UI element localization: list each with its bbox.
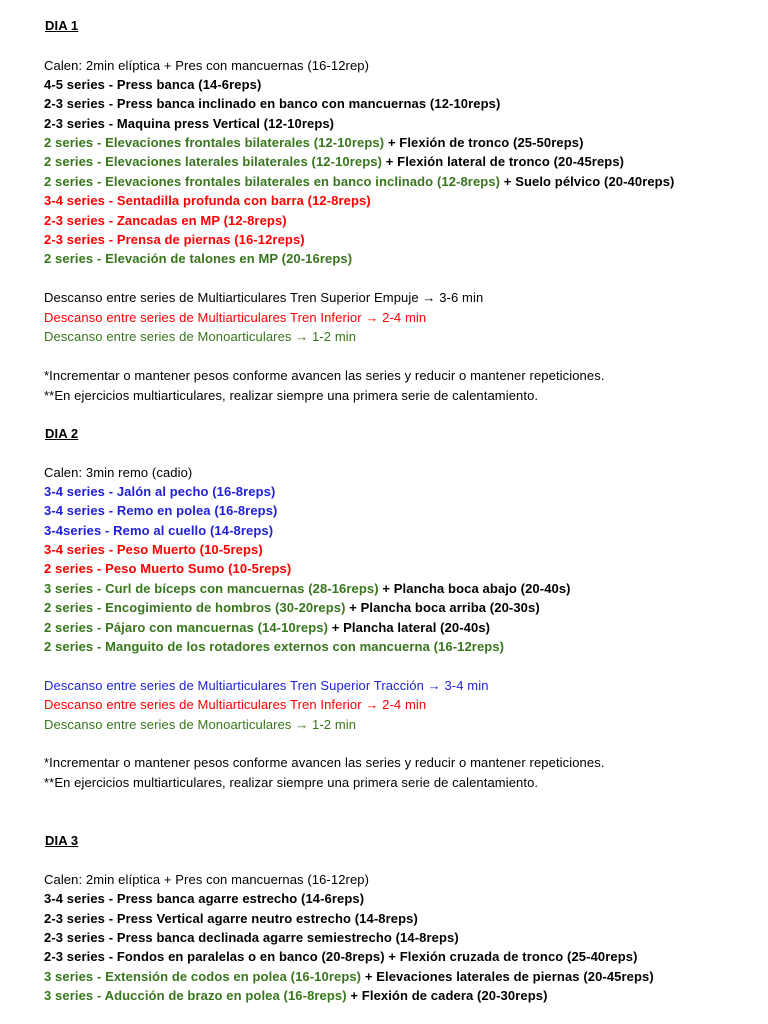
exercise-core-addon: + Suelo pélvico (20-40reps) [503,174,675,189]
day-2-exercise: 3-4 series - Jalón al pecho (16-8reps) [44,484,276,499]
day-2-rest-upper: Descanso entre series de Multiarticulares Tren Superior Tracción → 3-4 min [44,678,489,693]
day-1-warmup: Calen: 2min elíptica + Pres con mancuernas (16-12rep) [44,58,370,73]
day-2-exercise [44,579,571,598]
exercise-core-addon: + Flexión de cadera (20-30reps) [350,988,548,1003]
exercise-main: 2 series - Elevaciones laterales bilaterales (12-10reps) [44,154,383,169]
day-1-note: **En ejercicios multiarticulares, realizar siempre una primera serie de calentamiento. [44,388,539,403]
exercise-core-addon: + Flexión cruzada de tronco (25-40reps) [384,949,638,964]
day-2-exercise: 2 series - Manguito de los rotadores externos con mancuerna (16-12reps) [44,639,505,654]
exercise-main: 3 series - Curl de bíceps con mancuernas (28-16reps) [44,581,379,596]
exercise-main: 2 series - Elevaciones frontales bilaterales en banco inclinado (12-8reps) [44,174,504,189]
exercise-core-addon: + Plancha lateral (20-40s) [328,620,491,635]
day-2-rest-mono: Descanso entre series de Monoarticulares → 1-2 min [44,717,357,732]
exercise-core-addon: + Plancha boca abajo (20-40s) [378,581,571,596]
day-2-exercise: 2 series - Peso Muerto Sumo (10-5reps) [44,561,292,576]
day-1-rest-mono: Descanso entre series de Monoarticulares → 1-2 min [44,329,357,344]
exercise-main: 3 series - Extensión de codos en polea (16-10reps) [44,969,362,984]
day-2-exercise [44,598,540,617]
exercise-core-addon: + Elevaciones laterales de piernas (20-45reps) [361,969,654,984]
day-1-title: DIA 1 [45,18,79,33]
day-3-exercise [44,986,548,1005]
day-2-rest-lower: Descanso entre series de Multiarticulares Tren Inferior → 2-4 min [44,697,427,712]
exercise-core-addon: + Flexión lateral de tronco (20-45reps) [382,154,625,169]
day-1-exercise: 3-4 series - Sentadilla profunda con barra (12-8reps) [44,193,371,208]
day-1-exercise: 2-3 series - Maquina press Vertical (12-10reps) [44,116,335,131]
day-1-rest-upper: Descanso entre series de Multiarticulares Tren Superior Empuje → 3-6 min [44,290,484,305]
day-2-warmup: Calen: 3min remo (cadio) [44,465,193,480]
day-2-exercise: 3-4series - Remo al cuello (14-8reps) [44,523,274,538]
day-3-exercise: 3-4 series - Press banca agarre estrecho (14-6reps) [44,891,365,906]
day-1-exercise: 4-5 series - Press banca (14-6reps) [44,77,262,92]
exercise-main: 2 series - Pájaro con mancuernas (14-10reps) [44,620,329,635]
day-2-title: DIA 2 [45,426,79,441]
day-3-exercise [44,947,638,966]
day-3-title: DIA 3 [45,833,79,848]
day-1-exercise: 2-3 series - Prensa de piernas (16-12reps) [44,232,305,247]
day-3-exercise [44,967,654,986]
exercise-main: 3 series - Aducción de brazo en polea (16-8reps) [44,988,351,1003]
day-1-exercise: 2-3 series - Zancadas en MP (12-8reps) [44,213,287,228]
day-1-exercise [44,172,674,191]
exercise-core-addon: + Flexión de tronco (25-50reps) [387,135,584,150]
day-1-rest-lower: Descanso entre series de Multiarticulares Tren Inferior → 2-4 min [44,310,427,325]
day-1-note: *Incrementar o mantener pesos conforme avancen las series y reducir o mantener repeticiones. [44,368,605,383]
day-1-exercise: 2-3 series - Press banca inclinado en banco con mancuernas (12-10reps) [44,96,501,111]
exercise-main: 2 series - Encogimiento de hombros (30-20reps) [44,600,346,615]
exercise-main: 2 series - Elevaciones frontales bilaterales (12-10reps) [44,135,388,150]
day-3-exercise: 2-3 series - Press banca declinada agarre semiestrecho (14-8reps) [44,930,459,945]
day-2-exercise: 3-4 series - Remo en polea (16-8reps) [44,503,278,518]
day-3-exercise: 2-3 series - Press Vertical agarre neutro estrecho (14-8reps) [44,911,418,926]
day-2-note: *Incrementar o mantener pesos conforme avancen las series y reducir o mantener repeticiones. [44,755,605,770]
day-3-warmup: Calen: 2min elíptica + Pres con mancuernas (16-12rep) [44,872,370,887]
exercise-main: 2-3 series - Fondos en paralelas o en banco (20-8reps) [44,949,385,964]
day-2-exercise: 3-4 series - Peso Muerto (10-5reps) [44,542,263,557]
day-2-note: **En ejercicios multiarticulares, realizar siempre una primera serie de calentamiento. [44,775,539,790]
day-1-exercise [44,133,584,152]
exercise-core-addon: + Plancha boca arriba (20-30s) [345,600,540,615]
day-1-exercise: 2 series - Elevación de talones en MP (20-16reps) [44,251,353,266]
day-2-exercise [44,618,490,637]
day-1-exercise [44,152,624,171]
